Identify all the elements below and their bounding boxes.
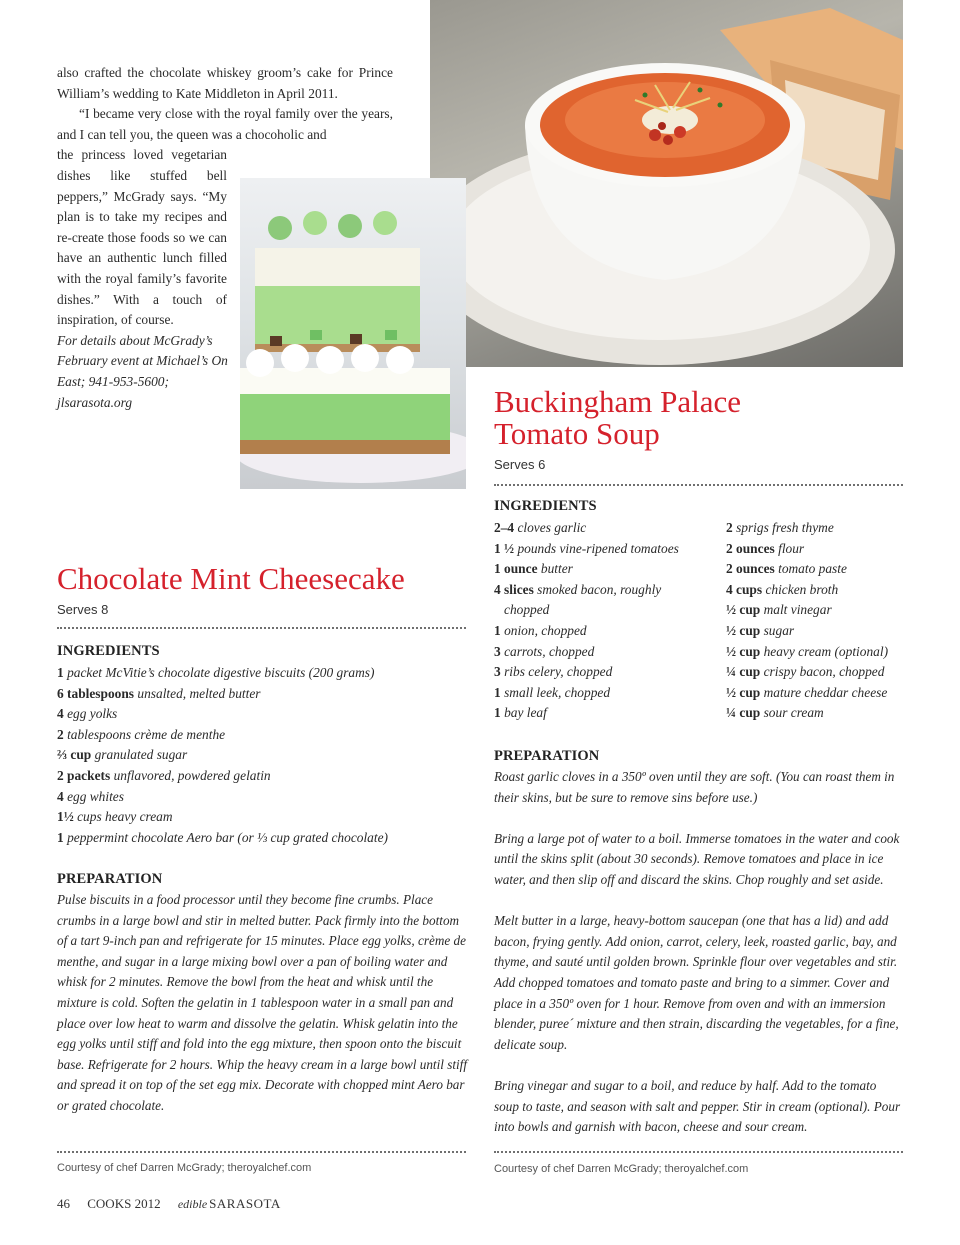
ingredient-item bbox=[57, 745, 477, 766]
soup-preparation-heading: PREPARATION bbox=[494, 748, 600, 764]
ingredient-description: unflavored, powdered gelatin bbox=[113, 767, 271, 783]
soup-credit: Courtesy of chef Darren McGrady; theroyalchef.com bbox=[494, 1163, 749, 1175]
soup-title bbox=[494, 386, 741, 450]
ingredient-description: bay leaf bbox=[504, 705, 547, 721]
cheesecake-bottom-divider bbox=[57, 1151, 466, 1153]
ingredient-item bbox=[726, 642, 946, 663]
ingredient-item bbox=[494, 580, 724, 601]
ingredient-description: packet McVitie’s chocolate digestive biscuits (200 grams) bbox=[67, 665, 375, 680]
cheesecake-serves: Serves 8 bbox=[57, 602, 109, 617]
ingredient-item bbox=[57, 766, 477, 787]
cheesecake-preparation-text: Pulse biscuits in a food processor until they become fine crumbs. Place crumbs in a large bowl and stir in melted butter. Pack firmly into the bottom of a tart 9-inch pan and refrigerate for 15 minutes. Place egg yolks, crème de menthe, and sugar in a large mixing bowl over a pan of boiling water and whisk for 2 minutes. Remove the bowl from the heat and whisk until the mixture is cold. Soften the gelatin in 1 tablespoon water in a small pan and place over low heat to warm and dissolve the gelatin. Whisk gelatin into the egg yolks until stiff and fold into the egg mixture, then spoon onto the biscuit base. Refrigerate for 2 hours. Whip the heavy cream in a large bowl until stiff and spread it on top of the set egg mix. Decorate with chopped mint Aero bar or grated chocolate. bbox=[57, 892, 467, 1113]
ingredient-quantity: 2 ounces bbox=[726, 540, 775, 556]
ingredient-item bbox=[57, 828, 477, 849]
soup-serves: Serves 6 bbox=[494, 457, 546, 472]
ingredient-item bbox=[57, 663, 477, 684]
ingredient-item bbox=[726, 580, 946, 601]
soup-prep-step-1: Roast garlic cloves in a 350º oven until they are soft. (You can roast them in their skins, but be sure to remove sins before use.) bbox=[494, 769, 895, 805]
ingredient-item bbox=[494, 539, 724, 560]
ingredient-description: onion, chopped bbox=[504, 622, 587, 638]
ingredient-quantity: ½ cup bbox=[726, 602, 761, 618]
ingredient-item bbox=[494, 518, 724, 539]
ingredient-quantity: 1½ bbox=[57, 809, 74, 825]
ingredient-item bbox=[57, 725, 477, 746]
intro-paragraph-2-continued: the princess loved vegetarian dishes like stuffed bell peppers,” McGrady says. “My plan is to take my recipes and re-create those foods so we can have an authentic lunch filled with the royal family’s favorite dishes.” With a touch of inspiration, of course. bbox=[57, 147, 227, 328]
cheesecake-credit: Courtesy of chef Darren McGrady; theroyalchef.com bbox=[57, 1162, 312, 1174]
ingredient-quantity: 1 bbox=[57, 665, 64, 680]
ingredient-quantity: ½ cup bbox=[726, 622, 761, 638]
issue-label: COOKS 2012 bbox=[87, 1196, 161, 1211]
soup-title-line-1: Buckingham Palace bbox=[494, 384, 742, 419]
ingredient-description: sprigs fresh thyme bbox=[736, 520, 834, 535]
ingredient-description: sugar bbox=[763, 622, 795, 638]
ingredient-description: ribs celery, chopped bbox=[504, 664, 613, 680]
ingredient-description: tomato paste bbox=[778, 561, 847, 577]
ingredient-description: granulated sugar bbox=[94, 747, 188, 763]
ingredient-description: malt vinegar bbox=[763, 602, 832, 618]
page-footer bbox=[57, 1196, 295, 1212]
ingredient-quantity: 2 ounces bbox=[726, 561, 775, 577]
cheesecake-title: Chocolate Mint Cheesecake bbox=[57, 561, 405, 596]
event-contact-info: For details about McGrady’s February event at Michael’s On East; 941-953-5600; jlsarasota.org bbox=[57, 332, 228, 410]
tomato-soup-photo bbox=[430, 0, 903, 367]
ingredient-quantity: ¼ cup bbox=[726, 664, 761, 680]
ingredient-quantity: 1 ounce bbox=[494, 561, 538, 577]
ingredient-description: cups heavy cream bbox=[77, 809, 173, 825]
brand-prefix: edible bbox=[177, 1197, 208, 1211]
ingredient-item bbox=[726, 703, 946, 724]
soup-bottom-divider bbox=[494, 1151, 903, 1153]
ingredient-item bbox=[494, 559, 724, 580]
page-number: 46 bbox=[57, 1196, 70, 1211]
ingredient-item bbox=[494, 662, 724, 683]
ingredient-quantity: ⅔ cup bbox=[57, 747, 92, 763]
ingredient-quantity: 1 bbox=[57, 829, 64, 845]
soup-divider bbox=[494, 484, 903, 486]
ingredient-description: carrots, chopped bbox=[504, 643, 595, 659]
ingredient-quantity: 3 bbox=[494, 664, 501, 680]
ingredient-description: tablespoons crème de menthe bbox=[67, 726, 226, 742]
soup-prep-step-4: Bring vinegar and sugar to a boil, and reduce by half. Add to the tomato soup to taste, and season with salt and pepper. Stir in cream (optional). Pour into bowls and garnish with bacon, cheese and sour cream. bbox=[494, 1077, 901, 1135]
cheesecake-ingredients-heading: INGREDIENTS bbox=[57, 643, 160, 659]
ingredient-quantity: ½ cup bbox=[726, 643, 761, 659]
ingredient-quantity: 4 cups bbox=[726, 581, 763, 597]
ingredient-quantity: 3 bbox=[494, 643, 501, 659]
ingredient-quantity: 2–4 bbox=[494, 520, 515, 535]
ingredient-item bbox=[57, 684, 477, 705]
ingredient-description: chopped bbox=[504, 602, 550, 618]
ingredient-quantity: 1 ½ bbox=[494, 540, 515, 556]
soup-preparation bbox=[494, 767, 904, 1138]
ingredient-quantity: ½ cup bbox=[726, 684, 761, 700]
ingredient-description: crispy bacon, chopped bbox=[763, 664, 885, 680]
cheesecake-ingredients-list bbox=[57, 663, 477, 848]
ingredient-description: smoked bacon, roughly bbox=[537, 581, 662, 597]
cheesecake-divider bbox=[57, 627, 466, 629]
soup-prep-step-2: Bring a large pot of water to a boil. Immerse tomatoes in the water and cook until the skins split (about 30 seconds). Remove tomatoes and place in ice water, and then slip off and discard the skins. Chop roughly and set aside. bbox=[494, 830, 900, 887]
ingredient-description: cloves garlic bbox=[517, 520, 587, 535]
ingredient-description: flour bbox=[778, 540, 805, 556]
ingredient-item bbox=[726, 621, 946, 642]
ingredient-description: pounds vine-ripened tomatoes bbox=[517, 540, 679, 556]
ingredient-description: small leek, chopped bbox=[504, 684, 611, 700]
ingredient-description: egg whites bbox=[67, 788, 124, 804]
ingredient-item bbox=[494, 642, 724, 663]
ingredient-quantity: 1 bbox=[494, 684, 501, 700]
soup-prep-step-3: Melt butter in a large, heavy-bottom saucepan (one that has a lid) and add bacon, frying gently. Add onion, carrot, celery, leek, roasted garlic, bay, and thyme, and sauté until golden brown. Sprinkle flour over vegetables and stir. Add chopped tomatoes and tomato paste and bring to a simmer. Cover and place in a 350º oven for 1 hour. Remove from oven and with an immersion blender, puree´ mixture and then strain, discarding the vegetables, for a fine, delicate soup. bbox=[494, 913, 899, 1052]
brand-name: SARASOTA bbox=[209, 1196, 281, 1211]
intro-paragraph-1: also crafted the chocolate whiskey groom’s cake for Prince William’s wedding to Kate Middleton in April 2011. bbox=[57, 65, 393, 101]
ingredient-item bbox=[726, 662, 946, 683]
ingredient-quantity: ¼ cup bbox=[726, 705, 761, 721]
ingredient-description: mature cheddar cheese bbox=[763, 684, 888, 700]
ingredient-item bbox=[57, 787, 477, 808]
ingredient-item bbox=[494, 600, 724, 621]
ingredient-item bbox=[494, 621, 724, 642]
ingredient-item bbox=[726, 600, 946, 621]
ingredient-item bbox=[726, 518, 946, 539]
ingredient-description: sour cream bbox=[763, 705, 824, 721]
ingredient-description: heavy cream (optional) bbox=[763, 643, 889, 659]
ingredient-item bbox=[57, 704, 477, 725]
ingredient-description: butter bbox=[540, 561, 573, 577]
ingredient-quantity: 4 bbox=[57, 788, 64, 804]
ingredient-quantity: 4 slices bbox=[494, 581, 534, 597]
ingredient-quantity: 2 bbox=[726, 520, 733, 535]
ingredient-item bbox=[726, 683, 946, 704]
ingredient-quantity: 1 bbox=[494, 622, 501, 638]
ingredient-quantity: 4 bbox=[57, 706, 64, 722]
intro-paragraph-2: “I became very close with the royal family over the years, and I can tell you, the queen was a chocoholic and bbox=[57, 106, 393, 142]
ingredient-description: unsalted, melted butter bbox=[137, 685, 261, 701]
soup-ingredients-heading: INGREDIENTS bbox=[494, 498, 597, 514]
ingredient-description: peppermint chocolate Aero bar (or ⅓ cup grated chocolate) bbox=[67, 829, 388, 845]
soup-ingredients-right bbox=[726, 518, 946, 724]
ingredient-item bbox=[494, 683, 724, 704]
ingredient-description: chicken broth bbox=[765, 581, 839, 597]
ingredient-description: egg yolks bbox=[67, 706, 118, 722]
ingredient-item bbox=[57, 807, 477, 828]
ingredient-item bbox=[726, 539, 946, 560]
cheesecake-preparation-heading: PREPARATION bbox=[57, 871, 163, 887]
soup-title-line-2: Tomato Soup bbox=[494, 416, 660, 451]
soup-ingredients-left bbox=[494, 518, 724, 724]
ingredient-quantity: 6 tablespoons bbox=[57, 685, 135, 701]
cheesecake-photo bbox=[240, 178, 466, 489]
ingredient-quantity: 2 bbox=[57, 726, 64, 742]
ingredient-item bbox=[726, 559, 946, 580]
ingredient-quantity: 2 packets bbox=[57, 767, 111, 783]
ingredient-quantity: 1 bbox=[494, 705, 501, 721]
ingredient-item bbox=[494, 703, 724, 724]
